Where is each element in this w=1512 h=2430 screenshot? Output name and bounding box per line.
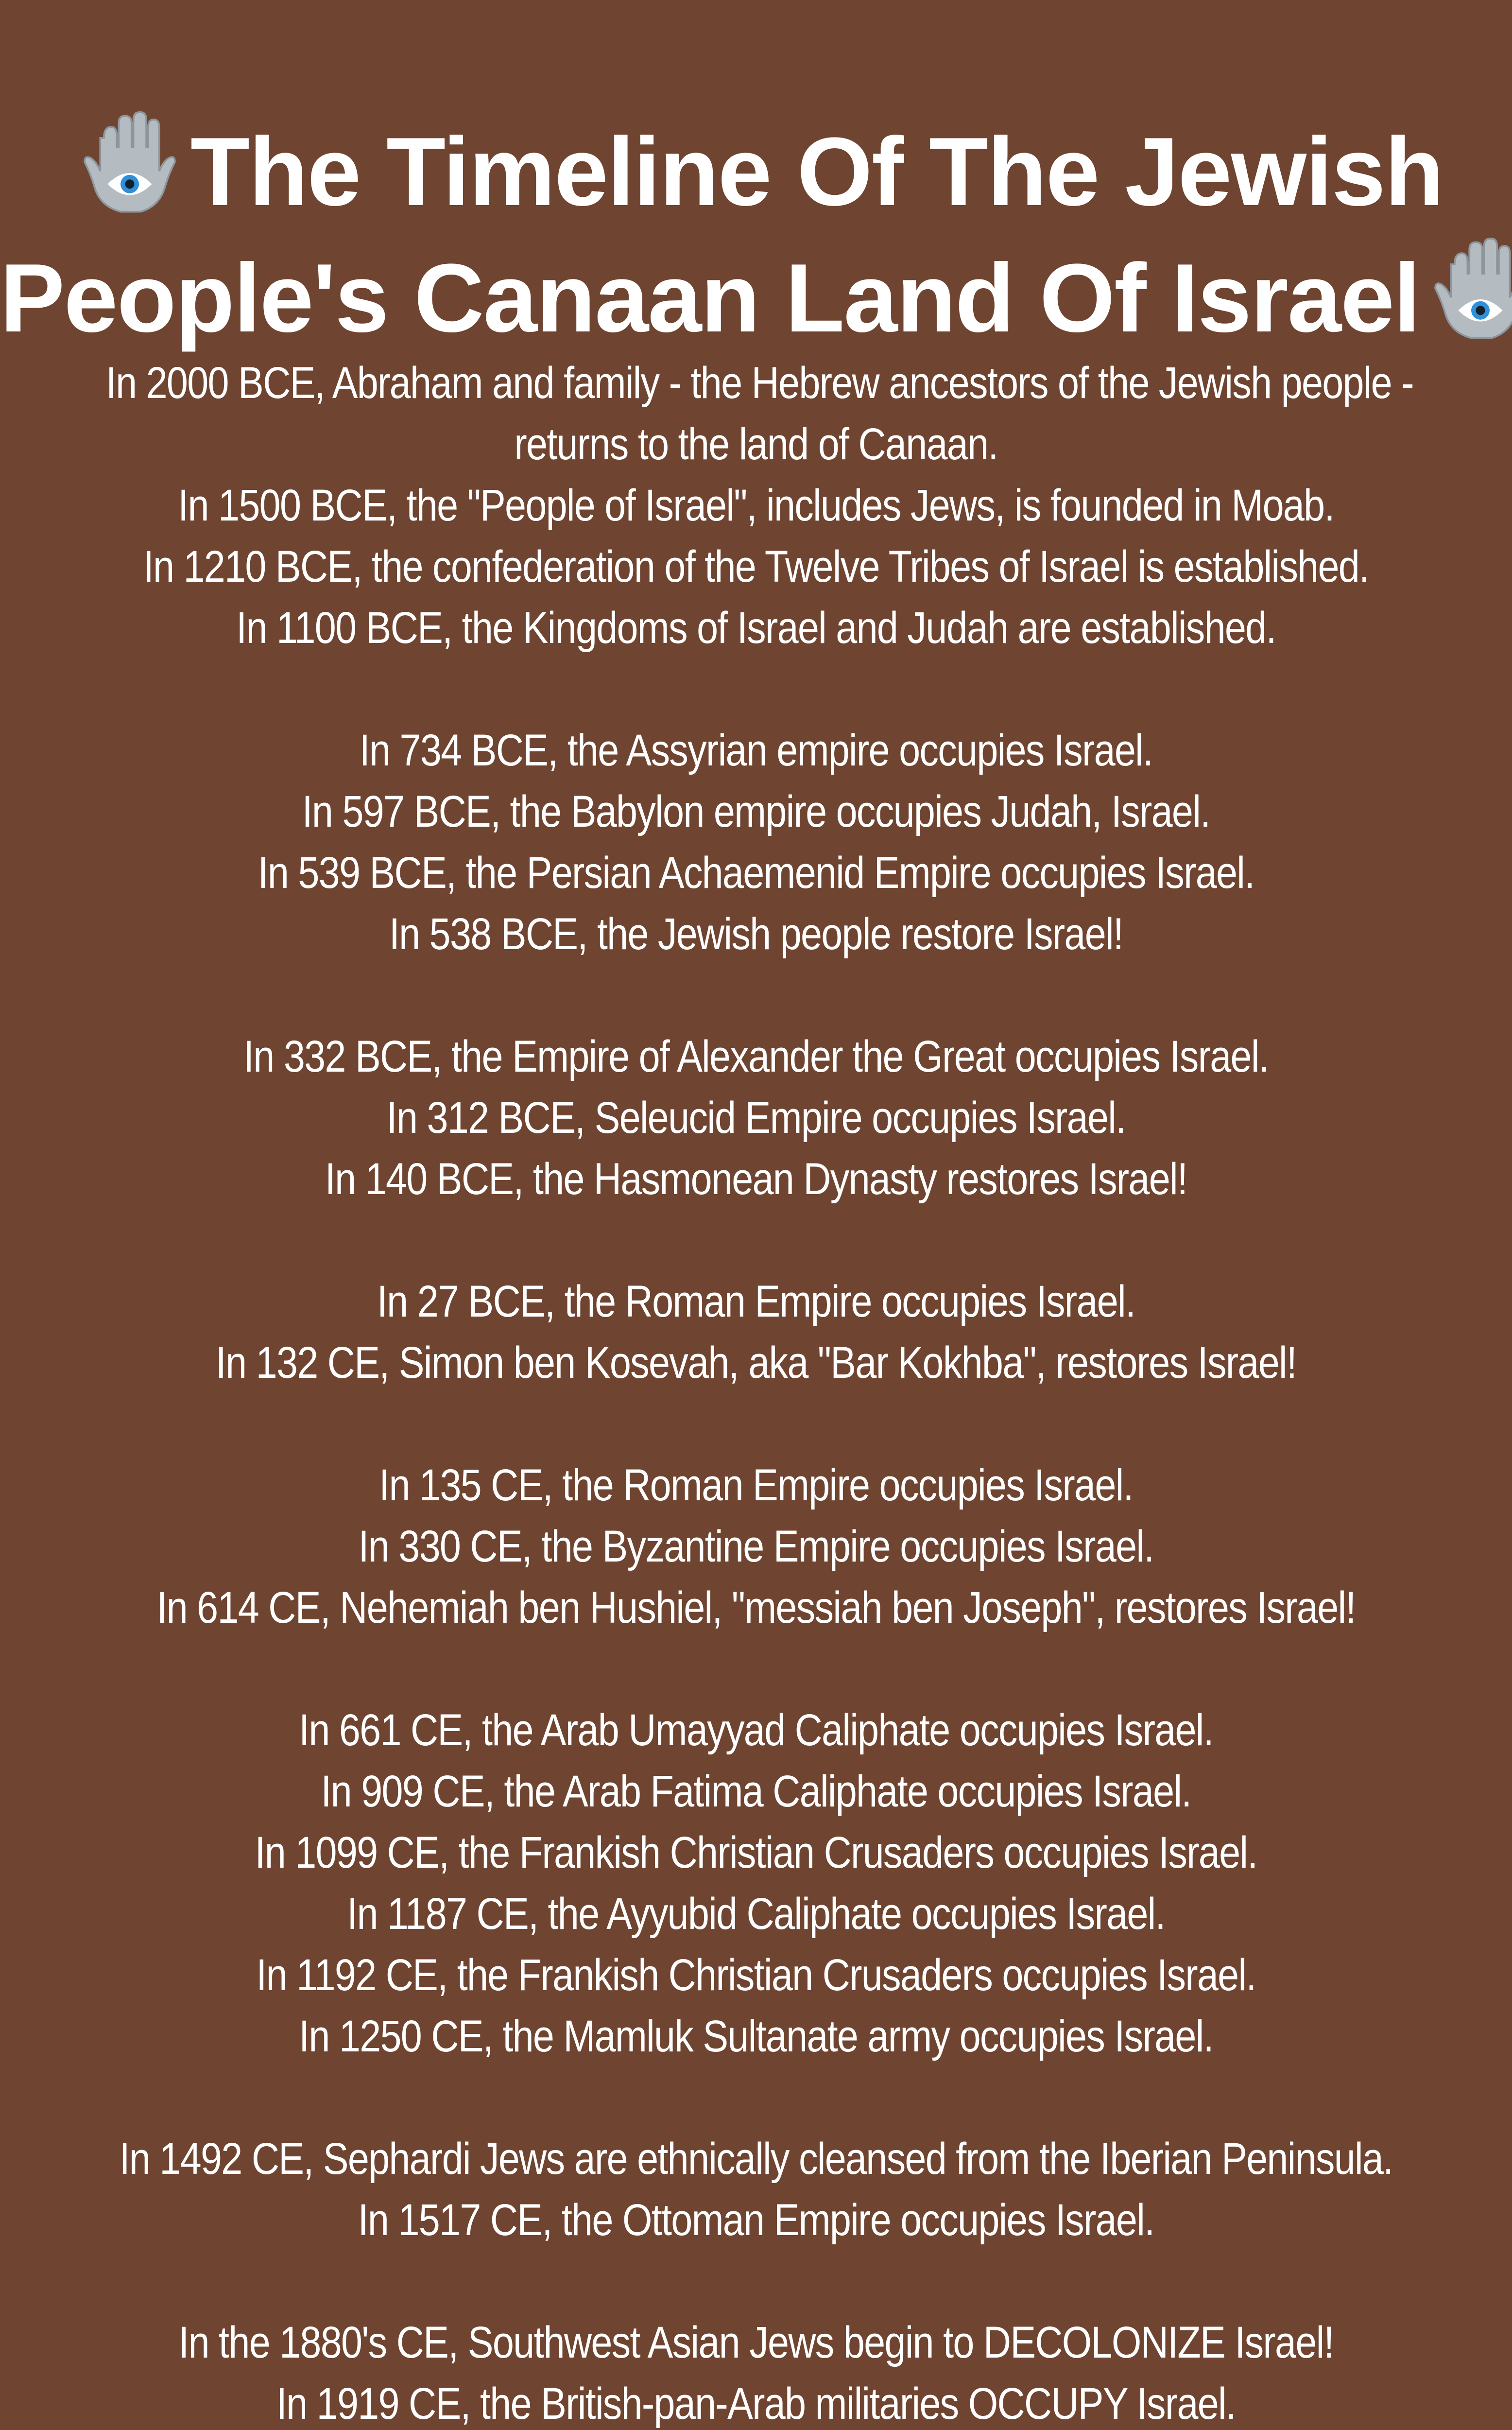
timeline-entry: In 1250 CE, the Mamluk Sultanate army occupies Israel. bbox=[299, 2012, 1213, 2061]
timeline-entry: In 734 BCE, the Assyrian empire occupies Israel. bbox=[359, 726, 1153, 775]
timeline-group-origins bbox=[0, 352, 1512, 659]
timeline-entry: In 909 CE, the Arab Fatima Caliphate occupies Israel. bbox=[321, 1767, 1191, 1816]
timeline-entry: returns to the land of Canaan. bbox=[514, 419, 998, 469]
timeline-entry: In 140 BCE, the Hasmonean Dynasty restores Israel! bbox=[325, 1154, 1187, 1204]
timeline-entry: In 1100 BCE, the Kingdoms of Israel and Judah are established. bbox=[236, 603, 1276, 653]
timeline-entry: In the 1880's CE, Southwest Asian Jews begin to DECOLONIZE Israel! bbox=[178, 2318, 1334, 2367]
timeline bbox=[0, 352, 1512, 2430]
timeline-entry: In 27 BCE, the Roman Empire occupies Israel. bbox=[377, 1277, 1135, 1326]
timeline-entry: In 1500 BCE, the "People of Israel", includes Jews, is founded in Moab. bbox=[178, 481, 1334, 530]
timeline-group-hellenistic bbox=[0, 1026, 1512, 1210]
timeline-entry: In 330 CE, the Byzantine Empire occupies Israel. bbox=[358, 1522, 1154, 1571]
timeline-group-ottoman bbox=[0, 2128, 1512, 2251]
timeline-entry: In 2000 BCE, Abraham and family - the Hebrew ancestors of the Jewish people - bbox=[105, 358, 1413, 408]
timeline-entry: In 132 CE, Simon ben Kosevah, aka "Bar Kokhba", restores Israel! bbox=[215, 1338, 1297, 1388]
timeline-entry: In 332 BCE, the Empire of Alexander the Great occupies Israel. bbox=[243, 1032, 1269, 1081]
timeline-entry: In 1210 BCE, the confederation of the Twelve Tribes of Israel is established. bbox=[143, 542, 1369, 591]
timeline-entry: In 539 BCE, the Persian Achaemenid Empire occupies Israel. bbox=[258, 848, 1254, 898]
timeline-group-caliphates bbox=[0, 1700, 1512, 2067]
page-title bbox=[0, 109, 1512, 362]
timeline-entry: In 661 CE, the Arab Umayyad Caliphate occupies Israel. bbox=[299, 1705, 1213, 1755]
hamsa-icon bbox=[84, 110, 176, 217]
timeline-entry: In 135 CE, the Roman Empire occupies Israel. bbox=[379, 1460, 1133, 1510]
title-line-2 bbox=[0, 235, 1512, 362]
timeline-entry: In 597 BCE, the Babylon empire occupies Judah, Israel. bbox=[302, 787, 1210, 836]
timeline-entry: In 312 BCE, Seleucid Empire occupies Israel. bbox=[386, 1093, 1126, 1143]
hamsa-icon bbox=[1434, 237, 1512, 344]
timeline-group-roman bbox=[0, 1271, 1512, 1393]
timeline-entry: In 1192 CE, the Frankish Christian Crusaders occupies Israel. bbox=[256, 1950, 1256, 2000]
timeline-entry: In 1187 CE, the Ayyubid Caliphate occupies Israel. bbox=[347, 1889, 1165, 1939]
timeline-group-modern bbox=[0, 2312, 1512, 2430]
timeline-entry: In 538 BCE, the Jewish people restore Israel! bbox=[389, 909, 1123, 959]
title-line-2-text: People's Canaan Land Of Israel bbox=[0, 244, 1420, 352]
timeline-entry: In 1919 CE, the British-pan-Arab militaries OCCUPY Israel. bbox=[276, 2379, 1236, 2429]
timeline-group-byzantine bbox=[0, 1455, 1512, 1638]
timeline-entry: In 614 CE, Nehemiah ben Hushiel, "messiah ben Joseph", restores Israel! bbox=[156, 1583, 1356, 1632]
title-line-1 bbox=[0, 109, 1512, 235]
timeline-group-assyrian-persian bbox=[0, 720, 1512, 965]
timeline-entry: In 1492 CE, Sephardi Jews are ethnically cleansed from the Iberian Peninsula. bbox=[119, 2134, 1393, 2184]
timeline-entry: In 1517 CE, the Ottoman Empire occupies Israel. bbox=[358, 2195, 1154, 2245]
timeline-entry: In 1099 CE, the Frankish Christian Crusaders occupies Israel. bbox=[255, 1828, 1257, 1877]
title-line-1-text: The Timeline Of The Jewish bbox=[190, 118, 1443, 226]
